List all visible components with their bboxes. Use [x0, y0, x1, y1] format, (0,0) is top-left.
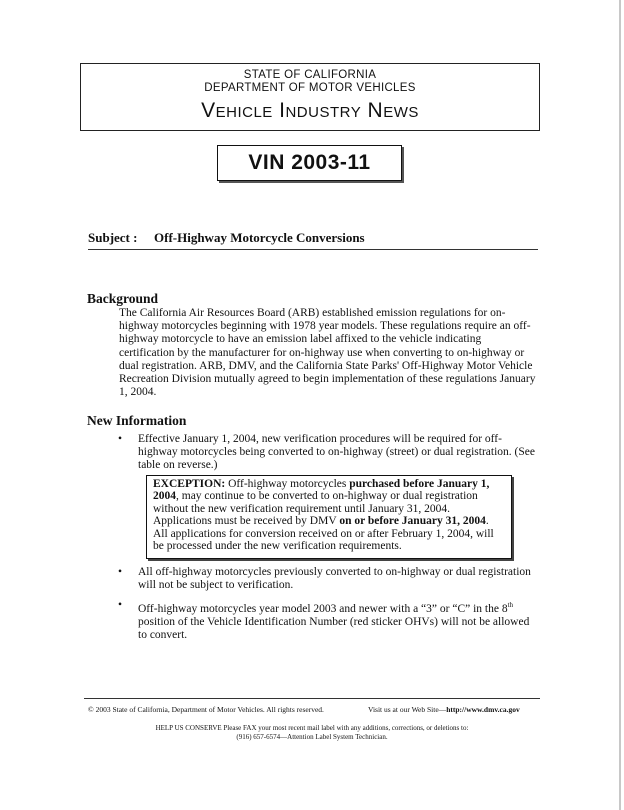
conserve-notice-line1: HELP US CONSERVE Please FAX your most recent mail label with any additions, corrections, or deletions to: — [155, 724, 469, 732]
department-name: DEPARTMENT OF MOTOR VEHICLES — [204, 82, 416, 94]
footer-divider — [84, 698, 540, 699]
exception-box — [146, 475, 512, 559]
subject-value: Off-Highway Motorcycle Conversions — [154, 230, 365, 245]
masthead-box — [80, 63, 540, 131]
exception-text: , may continue to be converted to on-highway or dual registration without the new verification requirement until January 31, 2004. Applications must be received by DMV — [153, 490, 478, 528]
background-heading: Background — [87, 291, 159, 306]
bullet-previously-converted: All off-highway motorcycles previously converted to on-highway or dual registration will not be subject to verification. — [138, 566, 531, 592]
vin-number-box — [217, 145, 402, 181]
background-paragraph: The California Air Resources Board (ARB) established emission regulations for on-highway motorcycles beginning with 1978 year models. These regulations require an off-highway motorcycle to have an emission label affixed to the vehicle indicating certification by the manufacturer for on-highway use when converting to on-highway or dual registration. ARB, DMV, and the California State Parks' Off-Highway Motor Vehicle Recreation Division mutually agreed to begin implementation of these regulations January 1, 2004. — [119, 307, 536, 399]
bullet-marker: • — [118, 433, 123, 445]
exception-purchase-date: purchased before January 1, 2004 — [153, 478, 490, 503]
bullet-model-2003-text: position of the Vehicle Identification Number (red sticker OHVs) will not be allowed to convert. — [138, 616, 530, 642]
bullet-model-2003 — [138, 599, 538, 642]
bullet-marker: • — [118, 566, 123, 578]
ordinal-suffix: th — [507, 601, 514, 609]
newsletter-title: Vehicle Industry News — [201, 99, 419, 122]
exception-label: EXCEPTION: — [153, 478, 226, 490]
subject-label: Subject : — [88, 230, 138, 245]
exception-deadline: on or before January 31, 2004 — [339, 515, 486, 528]
bullet-marker: • — [118, 599, 123, 611]
state-name: STATE OF CALIFORNIA — [243, 69, 377, 81]
bullet-model-2003-text: Off-highway motorcycles year model 2003 and newer with a “3” or “C” in the 8 — [138, 602, 508, 615]
subject-line — [88, 230, 538, 250]
exception-text: . All applications for conversion received on or after February 1, 2004, will be processed under the new verification requirements. — [153, 515, 494, 553]
exception-text: Off-highway motorcycles — [225, 478, 350, 490]
vin-number: VIN 2003-11 — [248, 151, 371, 174]
bullet-effective-date: Effective January 1, 2004, new verification procedures will be required for off-highway motorcycles being converted to on-highway (street) or dual registration. (See table on reverse.) — [138, 433, 535, 472]
copyright-notice: © 2003 State of California, Department of Motor Vehicles. All rights reserved. — [88, 705, 324, 714]
website-note — [368, 705, 520, 714]
website-prefix: Visit us at our Web Site— — [368, 705, 447, 714]
website-link[interactable]: http://www.dmv.ca.gov — [446, 705, 520, 714]
conserve-notice-line2: (916) 657-6574—Attention Label System Technician. — [236, 733, 388, 741]
new-information-heading: New Information — [87, 413, 187, 428]
